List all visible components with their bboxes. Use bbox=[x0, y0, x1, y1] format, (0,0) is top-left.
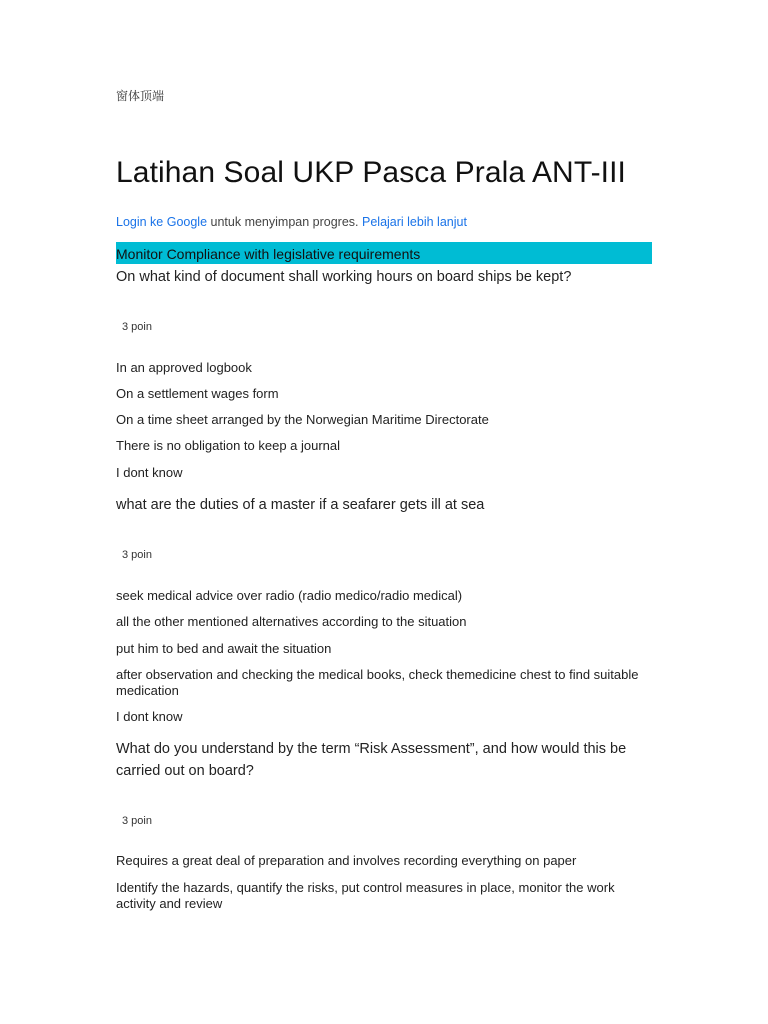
question-1-option-1[interactable]: In an approved logbook bbox=[116, 360, 252, 375]
section-header-label: Monitor Compliance with legislative requirements bbox=[116, 246, 421, 262]
question-3-option-2[interactable]: Identify the hazards, quantify the risks, put control measures in place, monitor the work activity and review bbox=[116, 880, 615, 911]
google-login-link[interactable]: Login ke Google bbox=[116, 215, 208, 229]
form-top-label: 窗体顶端 bbox=[116, 89, 165, 103]
question-2-option-4[interactable]: after observation and checking the medical books, check themedicine chest to find suitable medication bbox=[116, 667, 639, 698]
page-title: Latihan Soal UKP Pasca Prala ANT-III bbox=[116, 156, 626, 189]
question-1-points: 3 poin bbox=[122, 321, 152, 333]
question-1-option-3[interactable]: On a time sheet arranged by the Norwegian Maritime Directorate bbox=[116, 412, 489, 427]
question-1-option-5[interactable]: I dont know bbox=[116, 465, 183, 480]
question-2-option-1[interactable]: seek medical advice over radio (radio medico/radio medical) bbox=[116, 588, 463, 603]
question-1-option-2[interactable]: On a settlement wages form bbox=[116, 386, 279, 401]
question-3-option-1[interactable]: Requires a great deal of preparation and involves recording everything on paper bbox=[116, 853, 577, 868]
login-prompt-text: untuk menyimpan progres. bbox=[207, 215, 362, 229]
question-2-points: 3 poin bbox=[122, 549, 152, 561]
question-2-option-3[interactable]: put him to bed and await the situation bbox=[116, 641, 332, 656]
question-2-text: what are the duties of a master if a seafarer gets ill at sea bbox=[116, 497, 485, 513]
login-prompt bbox=[116, 215, 467, 229]
question-3-text: What do you understand by the term “Risk Assessment”, and how would this be carried out on board? bbox=[116, 741, 627, 779]
question-2-option-2[interactable]: all the other mentioned alternatives according to the situation bbox=[116, 614, 467, 629]
question-1-text: On what kind of document shall working hours on board ships be kept? bbox=[116, 269, 572, 285]
learn-more-link[interactable]: Pelajari lebih lanjut bbox=[362, 215, 467, 229]
question-1-option-4[interactable]: There is no obligation to keep a journal bbox=[116, 438, 341, 453]
question-3-points: 3 poin bbox=[122, 815, 152, 827]
question-2-option-5[interactable]: I dont know bbox=[116, 709, 183, 724]
